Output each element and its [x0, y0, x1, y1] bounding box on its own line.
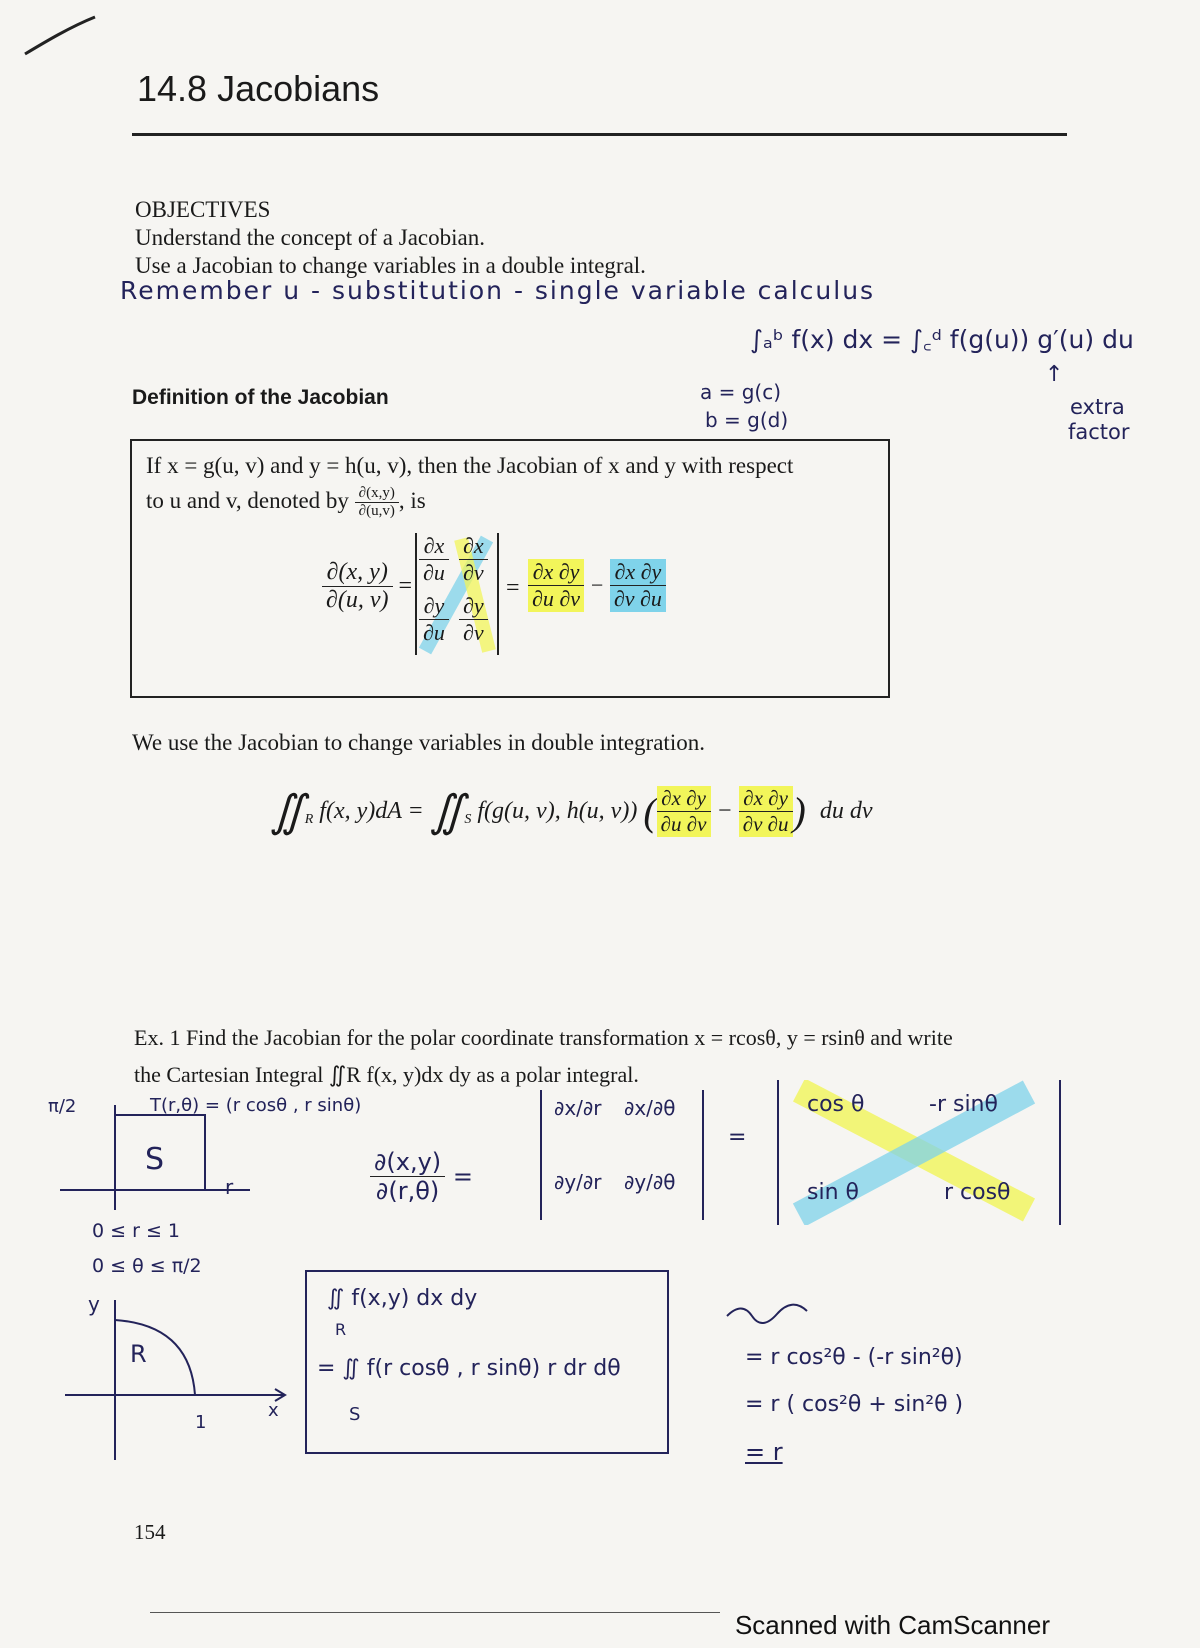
m-rcos: r cosθ — [944, 1180, 1011, 1205]
change-vars-formula: $∬_R$ f(x, $y)dA = ∬_S$ f(g(u, v), h(u, v)) ( $\frac{\partial x \partial y}{\partial u \partial v}$ − $\frac{\partial x \partial y}{\partial v \partial u}$ ) du dv — [270, 786, 873, 836]
note-usub: ∫ₐᵇ f(x) dx = ∫꜀ᵈ f(g(u)) g′(u) du — [750, 325, 1134, 354]
inline-frac-num: ∂(x,y) — [355, 485, 399, 503]
result-line-2: = r ( cos²θ + sin²θ ) — [745, 1392, 964, 1417]
cv-term-1: $\frac{\partial x \partial y}{\partial u \partial v}$ — [657, 786, 711, 837]
objective-item: Understand the concept of a Jacobian. — [135, 225, 485, 250]
region-S-label: S — [145, 1142, 165, 1177]
det-m12: $\frac{\partial x}{\partial v}$ — [459, 533, 488, 586]
polar-determinant — [540, 1090, 704, 1220]
cv-term-2: $\frac{\partial x \partial y}{\partial v \partial u}$ — [739, 786, 793, 837]
jacobian-formula — [322, 559, 412, 614]
m-neg-rsin: -r sinθ — [929, 1092, 998, 1117]
m-sin: sin θ — [807, 1180, 859, 1205]
note-limit-b: b = g(d) — [705, 408, 789, 432]
y-axis-label: y — [88, 1292, 100, 1316]
page-number: 154 — [134, 1520, 166, 1544]
definition-heading: Definition of the Jacobian — [132, 386, 389, 409]
footer-rule — [150, 1612, 720, 1613]
dy-dr: ∂y/∂r — [554, 1170, 602, 1194]
double-integral-symbol-2: ∬ — [429, 787, 465, 836]
jacobian-lhs-den: ∂(u, v) — [326, 587, 389, 613]
region-R-label: R — [130, 1340, 147, 1368]
jacobian-lhs-num: ∂(x, y) — [322, 559, 393, 587]
definition-line-2-post: , is — [398, 487, 426, 513]
note-factor: factor — [1068, 420, 1130, 444]
note-extra: extra — [1070, 395, 1125, 419]
box-cartesian-integral: ∬ f(x,y) dx dy — [327, 1286, 478, 1311]
result-line-3: = r — [745, 1438, 783, 1466]
equals-sign-2: = — [506, 575, 520, 601]
definition-line-2 — [146, 485, 426, 520]
region-R: R — [304, 811, 314, 827]
polar-integral-box — [305, 1270, 669, 1454]
range-theta: 0 ≤ θ ≤ π/2 — [92, 1255, 202, 1277]
result-line-1: = r cos²θ - (-r sin²θ) — [745, 1345, 963, 1370]
cv-minus: − — [716, 798, 733, 824]
m-cos: cos θ — [807, 1092, 865, 1117]
region-S: S — [464, 811, 472, 827]
page-title: 14.8 Jacobians — [137, 68, 380, 109]
lhs-integrand: f(x, y)dA = — [319, 798, 424, 824]
note-limit-a: a = g(c) — [700, 380, 782, 404]
definition-inline-fraction — [355, 485, 399, 520]
definition-line-1: If x = g(u, v) and y = h(u, v), then the Jacobian of x and y with respect — [146, 453, 794, 478]
r-axis-label: r — [225, 1175, 234, 1199]
expansion-term-1: $\frac{\partial x \partial y}{\partial u \partial v}$ — [528, 559, 584, 612]
minus-sign: − — [589, 572, 605, 598]
jacobian-lhs — [322, 559, 393, 614]
pen-mark-icon — [20, 12, 100, 62]
rhs-integrand: f(g(u, v), h(u, v)) — [477, 798, 638, 824]
polar-jacobian-lhs: $\frac{\partial(x,y)}{\partial(r,\theta)}$ = — [370, 1148, 473, 1205]
expansion-term-2: $\frac{\partial x \partial y}{\partial v \partial u}$ — [610, 559, 666, 612]
range-r: 0 ≤ r ≤ 1 — [92, 1220, 180, 1242]
dx-dtheta: ∂x/∂θ — [624, 1096, 676, 1120]
polar-matrix — [777, 1080, 1061, 1225]
du-dv: du dv — [819, 798, 873, 824]
inline-frac-den: ∂(u,v) — [358, 503, 395, 519]
objectives — [135, 196, 646, 280]
jacobian-expansion — [528, 559, 666, 612]
jacobian-determinant — [415, 533, 499, 655]
box-sub-R: R — [335, 1320, 347, 1339]
dy-dtheta: ∂y/∂θ — [624, 1170, 676, 1194]
definition-box — [130, 439, 890, 698]
box-polar-integral: = ∬ f(r cosθ , r sinθ) r dr dθ — [317, 1356, 621, 1381]
note-remember: Remember u - substitution - single variable calculus — [120, 276, 876, 305]
example-line-1: Ex. 1 Find the Jacobian for the polar coordinate transformation x = rcosθ, y = rsinθ and write — [134, 1025, 953, 1050]
objectives-heading: OBJECTIVES — [135, 197, 271, 222]
dx-dr: ∂x/∂r — [554, 1096, 602, 1120]
scanner-watermark: Scanned with CamScanner — [734, 1610, 1050, 1640]
det-m21: $\frac{\partial y}{\partial u}$ — [419, 593, 449, 646]
change-vars-text: We use the Jacobian to change variables in double integration. — [132, 730, 705, 755]
det-m11: $\frac{\partial x}{\partial u}$ — [419, 533, 449, 586]
equals-sign: = — [398, 573, 413, 599]
example-line-2: the Cartesian Integral ∬R f(x, y)dx dy as a polar integral. — [134, 1062, 639, 1087]
x-axis-label: x — [268, 1400, 279, 1421]
pi-over-2-label: π/2 — [48, 1096, 77, 1117]
note-arrow-icon: ↑ — [1045, 362, 1064, 387]
objective-item: Use a Jacobian to change variables in a double integral. — [135, 253, 646, 278]
det-m22: $\frac{\partial y}{\partial v}$ — [459, 593, 488, 646]
transform-T: T(r,θ) = (r cosθ , r sinθ) — [150, 1095, 362, 1116]
box-sub-S: S — [349, 1404, 361, 1425]
scribble-icon — [722, 1296, 812, 1326]
definition-line-2-pre: to u and v, denoted by — [146, 487, 349, 513]
double-integral-symbol: ∬ — [270, 787, 305, 836]
one-label: 1 — [195, 1412, 207, 1433]
equals-sign-3: = — [728, 1125, 747, 1150]
region-R-sketch — [60, 1295, 290, 1465]
title-rule — [132, 133, 1067, 136]
